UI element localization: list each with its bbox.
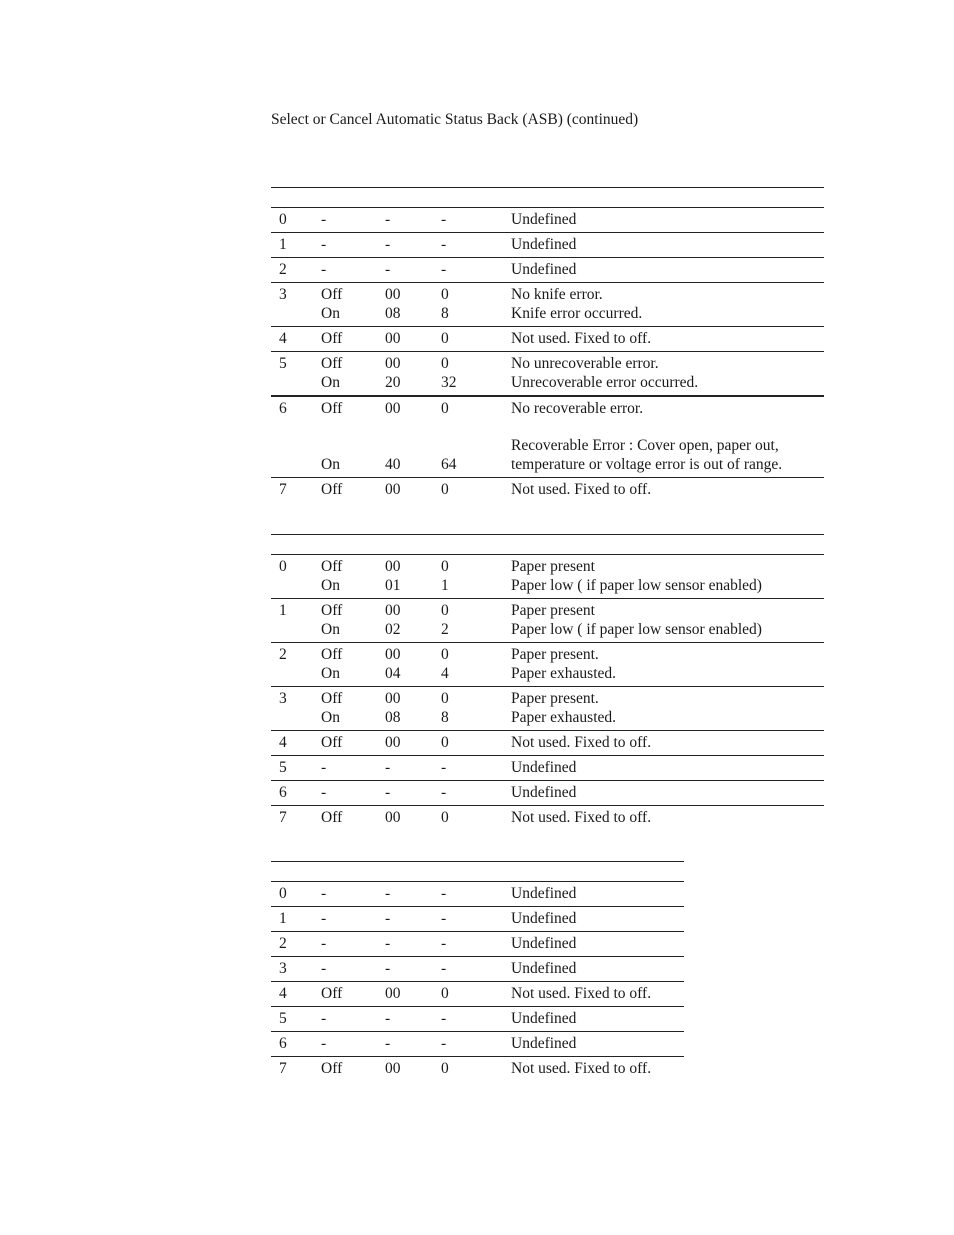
decimal-cell: - — [441, 1035, 447, 1052]
description-cell: No unrecoverable error. — [511, 355, 659, 372]
row-line — [321, 708, 616, 727]
hex-cell: - — [385, 236, 391, 253]
hex-cell: 00 — [385, 690, 401, 707]
bit-cell: 4 — [279, 985, 287, 1002]
decimal-cell: 0 — [441, 646, 449, 663]
decimal-cell: 0 — [441, 481, 449, 498]
decimal-cell: 0 — [441, 558, 449, 575]
description-cell: Recoverable Error : Cover open, paper out, — [511, 437, 779, 454]
description-cell: Not used. Fixed to off. — [511, 1060, 652, 1077]
hex-cell: 00 — [385, 985, 401, 1002]
table-row — [271, 957, 684, 982]
decimal-cell: 0 — [441, 602, 449, 619]
description-cell: Undefined — [511, 236, 577, 253]
table-row — [271, 555, 824, 599]
hex-cell: 00 — [385, 1060, 401, 1077]
decimal-cell: - — [441, 236, 447, 253]
description-cell: Undefined — [511, 1035, 577, 1052]
decimal-cell: 0 — [441, 400, 449, 417]
asb-status-table-3 — [271, 861, 684, 1081]
bit-cell: 2 — [279, 646, 287, 663]
hex-cell: 00 — [385, 400, 401, 417]
row-line — [321, 934, 576, 953]
bit-cell: 4 — [279, 330, 287, 347]
hex-cell: 00 — [385, 481, 401, 498]
bit-cell: 0 — [279, 885, 287, 902]
row-line — [321, 480, 651, 499]
row-line — [321, 984, 651, 1003]
description-cell: Paper exhausted. — [511, 709, 617, 726]
function-cell: - — [321, 935, 327, 952]
function-cell: - — [321, 885, 327, 902]
function-cell: On — [321, 621, 340, 638]
table-row — [271, 756, 824, 781]
bit-cell: 5 — [279, 1010, 287, 1027]
hex-cell: - — [385, 885, 391, 902]
table-row — [271, 1057, 684, 1081]
row-line — [321, 260, 576, 279]
asb-status-table-2 — [271, 534, 824, 830]
bit-cell: 3 — [279, 960, 287, 977]
function-cell: On — [321, 374, 340, 391]
hex-cell: 40 — [385, 456, 401, 473]
bit-cell: 2 — [279, 935, 287, 952]
function-cell: Off — [321, 355, 343, 372]
description-cell: Not used. Fixed to off. — [511, 330, 652, 347]
row-line — [321, 601, 762, 620]
hex-cell: 08 — [385, 305, 401, 322]
row-line — [321, 1034, 576, 1053]
decimal-cell: 0 — [441, 690, 449, 707]
decimal-cell: - — [441, 784, 447, 801]
hex-cell: 08 — [385, 709, 401, 726]
description-cell: Undefined — [511, 910, 577, 927]
description-cell: Undefined — [511, 261, 577, 278]
row-line — [321, 909, 576, 928]
description-cell: Not used. Fixed to off. — [511, 809, 652, 826]
hex-cell: 00 — [385, 602, 401, 619]
hex-cell: - — [385, 211, 391, 228]
bit-cell: 1 — [279, 236, 287, 253]
table-row — [271, 731, 824, 756]
decimal-cell: 4 — [441, 665, 449, 682]
hex-cell: - — [385, 1010, 391, 1027]
table-row — [271, 882, 684, 907]
description-cell: Undefined — [511, 1010, 577, 1027]
row-line — [321, 783, 576, 802]
hex-cell: 00 — [385, 646, 401, 663]
bit-cell: 7 — [279, 1060, 287, 1077]
decimal-cell: 0 — [441, 985, 449, 1002]
hex-cell: - — [385, 784, 391, 801]
row-line — [321, 304, 642, 323]
bit-cell: 1 — [279, 910, 287, 927]
bit-cell: 7 — [279, 809, 287, 826]
function-cell: Off — [321, 481, 343, 498]
table-row — [271, 907, 684, 932]
row-line — [321, 329, 651, 348]
bit-cell: 0 — [279, 558, 287, 575]
table-header-rule — [271, 534, 824, 555]
table-row — [271, 478, 824, 502]
table-row — [271, 599, 824, 643]
row-line — [321, 210, 576, 229]
decimal-cell: 0 — [441, 330, 449, 347]
description-cell: No recoverable error. — [511, 400, 644, 417]
table-row — [271, 327, 824, 352]
decimal-cell: 2 — [441, 621, 449, 638]
function-cell — [321, 436, 385, 455]
description-cell: Paper present — [511, 602, 595, 619]
decimal-cell: 0 — [441, 1060, 449, 1077]
row-line — [321, 373, 698, 392]
row-line — [321, 620, 762, 639]
description-cell: Undefined — [511, 211, 577, 228]
description-cell: Unrecoverable error occurred. — [511, 374, 699, 391]
decimal-cell: 32 — [441, 374, 457, 391]
decimal-cell: - — [441, 261, 447, 278]
function-cell: - — [321, 910, 327, 927]
hex-cell: - — [385, 1035, 391, 1052]
description-cell: temperature or voltage error is out of range. — [511, 456, 783, 473]
hex-cell: 01 — [385, 577, 401, 594]
decimal-cell — [441, 436, 511, 455]
page-title: Select or Cancel Automatic Status Back (ASB) (continued) — [271, 111, 639, 128]
description-cell: Knife error occurred. — [511, 305, 643, 322]
function-cell: On — [321, 665, 340, 682]
table-row — [271, 781, 824, 806]
table-row — [271, 1032, 684, 1057]
function-cell: On — [321, 577, 340, 594]
function-cell: Off — [321, 558, 343, 575]
row-line — [321, 455, 782, 474]
hex-cell: 00 — [385, 330, 401, 347]
description-cell: Undefined — [511, 960, 577, 977]
row-line — [321, 733, 651, 752]
function-cell: Off — [321, 690, 343, 707]
description-cell: Undefined — [511, 784, 577, 801]
decimal-cell: - — [441, 960, 447, 977]
function-cell: - — [321, 960, 327, 977]
decimal-cell: 0 — [441, 286, 449, 303]
bit-cell: 5 — [279, 759, 287, 776]
function-cell: Off — [321, 330, 343, 347]
function-cell: Off — [321, 734, 343, 751]
table-row — [271, 1007, 684, 1032]
function-cell: Off — [321, 400, 343, 417]
description-cell: Not used. Fixed to off. — [511, 481, 652, 498]
table-row — [271, 643, 824, 687]
function-cell: - — [321, 236, 327, 253]
decimal-cell: 0 — [441, 734, 449, 751]
hex-cell: 02 — [385, 621, 401, 638]
function-cell: On — [321, 456, 340, 473]
decimal-cell: 1 — [441, 577, 449, 594]
row-line — [321, 808, 651, 827]
row-line — [321, 354, 698, 373]
hex-cell: 04 — [385, 665, 401, 682]
row-line — [321, 576, 762, 595]
description-cell: Undefined — [511, 885, 577, 902]
table-row — [271, 687, 824, 731]
hex-cell: - — [385, 261, 391, 278]
row-line — [321, 959, 576, 978]
row-line — [321, 235, 576, 254]
hex-cell — [385, 436, 441, 455]
row-line — [321, 645, 616, 664]
description-cell: Paper low ( if paper low sensor enabled) — [511, 621, 762, 638]
description-cell: Paper exhausted. — [511, 665, 617, 682]
bit-cell: 5 — [279, 355, 287, 372]
decimal-cell: 8 — [441, 709, 449, 726]
description-cell: Paper present. — [511, 690, 599, 707]
row-line — [321, 436, 782, 455]
table-row — [271, 258, 824, 283]
function-cell: On — [321, 305, 340, 322]
hex-cell: - — [385, 910, 391, 927]
bit-cell: 3 — [279, 286, 287, 303]
table-row — [271, 806, 824, 830]
row-line — [321, 758, 576, 777]
table-row — [271, 982, 684, 1007]
hex-cell: 00 — [385, 734, 401, 751]
asb-status-table-1 — [271, 187, 824, 502]
function-cell: - — [321, 261, 327, 278]
function-cell: Off — [321, 646, 343, 663]
function-cell: - — [321, 759, 327, 776]
table-row — [271, 233, 824, 258]
hex-cell: 00 — [385, 558, 401, 575]
decimal-cell: - — [441, 935, 447, 952]
bit-cell: 6 — [279, 1035, 287, 1052]
function-cell: Off — [321, 985, 343, 1002]
description-cell: Paper present. — [511, 646, 599, 663]
decimal-cell: - — [441, 759, 447, 776]
table-row — [271, 932, 684, 957]
decimal-cell: - — [441, 885, 447, 902]
bit-cell: 7 — [279, 481, 287, 498]
function-cell: - — [321, 1010, 327, 1027]
function-cell: Off — [321, 1060, 343, 1077]
decimal-cell: 0 — [441, 809, 449, 826]
row-line — [321, 1009, 576, 1028]
row-line — [321, 285, 642, 304]
bit-cell: 0 — [279, 211, 287, 228]
hex-cell: - — [385, 960, 391, 977]
description-cell: Not used. Fixed to off. — [511, 985, 652, 1002]
hex-cell: - — [385, 759, 391, 776]
description-cell: Not used. Fixed to off. — [511, 734, 652, 751]
function-cell: - — [321, 784, 327, 801]
description-cell: Undefined — [511, 759, 577, 776]
bit-cell: 3 — [279, 690, 287, 707]
row-line — [321, 884, 576, 903]
function-cell: - — [321, 1035, 327, 1052]
hex-cell: 20 — [385, 374, 401, 391]
bit-cell: 6 — [279, 400, 287, 417]
row-line — [321, 689, 616, 708]
decimal-cell: - — [441, 910, 447, 927]
decimal-cell: 8 — [441, 305, 449, 322]
description-cell: No knife error. — [511, 286, 603, 303]
hex-cell: 00 — [385, 355, 401, 372]
bit-cell: 6 — [279, 784, 287, 801]
bit-cell: 4 — [279, 734, 287, 751]
table-row — [271, 397, 824, 478]
hex-cell: - — [385, 935, 391, 952]
function-cell: Off — [321, 602, 343, 619]
function-cell: Off — [321, 809, 343, 826]
bit-cell: 1 — [279, 602, 287, 619]
bit-cell: 2 — [279, 261, 287, 278]
table-row — [271, 352, 824, 397]
function-cell: On — [321, 709, 340, 726]
row-line — [321, 399, 782, 418]
decimal-cell: - — [441, 211, 447, 228]
hex-cell: 00 — [385, 286, 401, 303]
description-cell: Paper present — [511, 558, 595, 575]
function-cell: Off — [321, 286, 343, 303]
table-header-rule — [271, 861, 684, 882]
description-cell: Paper low ( if paper low sensor enabled) — [511, 577, 762, 594]
table-header-rule — [271, 187, 824, 208]
decimal-cell: 64 — [441, 456, 457, 473]
hex-cell: 00 — [385, 809, 401, 826]
table-row — [271, 283, 824, 327]
table-row — [271, 208, 824, 233]
description-cell: Undefined — [511, 935, 577, 952]
row-line — [321, 557, 762, 576]
row-line — [321, 664, 616, 683]
row-line — [321, 1059, 651, 1078]
decimal-cell: - — [441, 1010, 447, 1027]
decimal-cell: 0 — [441, 355, 449, 372]
function-cell: - — [321, 211, 327, 228]
